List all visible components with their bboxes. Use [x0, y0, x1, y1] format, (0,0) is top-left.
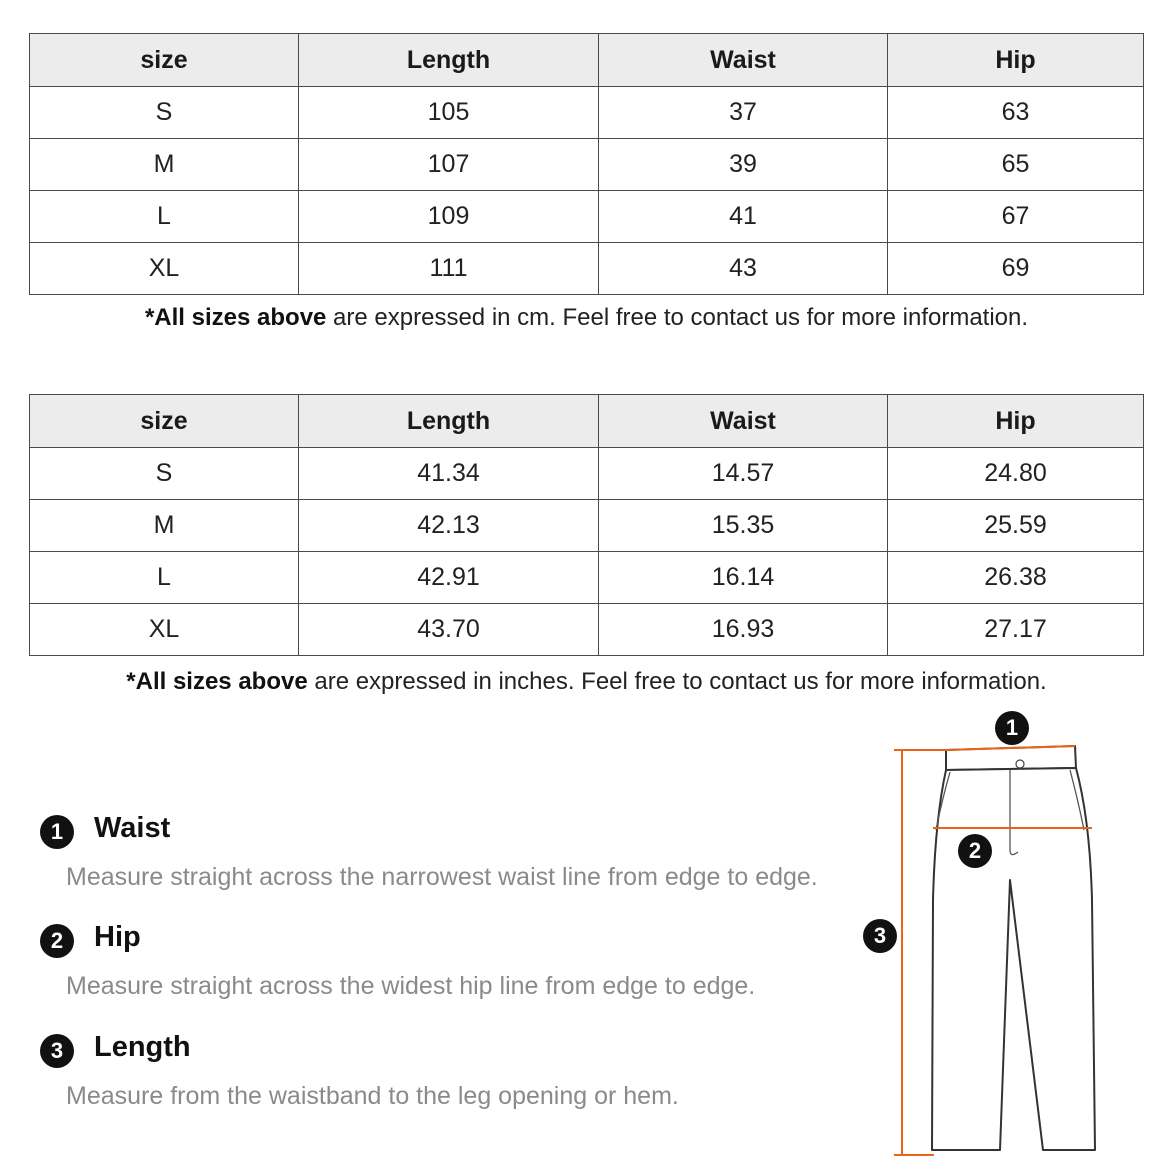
header-size: size [30, 34, 299, 87]
table-row [30, 448, 1144, 500]
cell-length: 109 [299, 191, 599, 243]
header-length: Length [299, 34, 599, 87]
pants-icon [880, 740, 1110, 1160]
units-note-cm [0, 304, 1173, 332]
table-row [30, 552, 1144, 604]
cell-hip: 25.59 [888, 500, 1144, 552]
note-text: are expressed in inches. Feel free to contact us for more information. [307, 668, 1047, 695]
note-text: are expressed in cm. Feel free to contact us for more information. [326, 304, 1029, 331]
cell-waist: 16.93 [599, 604, 888, 656]
cell-waist: 15.35 [599, 500, 888, 552]
cell-hip: 69 [888, 243, 1144, 295]
number-3-icon: 3 [40, 1034, 74, 1068]
number-1-icon: 1 [40, 815, 74, 849]
guide-title: Hip [94, 921, 141, 953]
cell-size: S [30, 448, 299, 500]
cell-hip: 24.80 [888, 448, 1144, 500]
header-length: Length [299, 395, 599, 448]
cell-size: XL [30, 604, 299, 656]
cell-length: 111 [299, 243, 599, 295]
table-row [30, 500, 1144, 552]
header-hip: Hip [888, 395, 1144, 448]
marker-1-icon: 1 [995, 711, 1029, 745]
guide-description: Measure straight across the narrowest waist line from edge to edge. [66, 863, 818, 891]
cell-size: XL [30, 243, 299, 295]
cell-size: L [30, 552, 299, 604]
cell-hip: 67 [888, 191, 1144, 243]
note-bold: *All sizes above [126, 668, 308, 695]
cell-size: L [30, 191, 299, 243]
cell-hip: 65 [888, 139, 1144, 191]
note-bold: *All sizes above [144, 304, 327, 331]
guide-title: Length [94, 1031, 191, 1063]
cell-waist: 37 [599, 87, 888, 139]
guide-description: Measure straight across the widest hip line from edge to edge. [66, 972, 756, 1000]
cell-size: M [30, 139, 299, 191]
cell-hip: 63 [888, 87, 1144, 139]
cell-length: 43.70 [299, 604, 599, 656]
cell-length: 41.34 [299, 448, 599, 500]
size-table-inches [29, 394, 1144, 656]
table-header-row [30, 34, 1144, 87]
header-size: size [30, 395, 299, 448]
header-hip: Hip [888, 34, 1144, 87]
cell-size: S [30, 87, 299, 139]
header-waist: Waist [599, 395, 888, 448]
table-row [30, 604, 1144, 656]
number-2-icon: 2 [40, 924, 74, 958]
cell-length: 42.91 [299, 552, 599, 604]
table-row [30, 243, 1144, 295]
marker-2-icon: 2 [958, 834, 992, 868]
table-row [30, 191, 1144, 243]
size-table-cm [29, 33, 1144, 295]
guide-title: Waist [94, 812, 171, 844]
cell-length: 42.13 [299, 500, 599, 552]
units-note-inches [0, 668, 1173, 696]
cell-waist: 43 [599, 243, 888, 295]
cell-length: 105 [299, 87, 599, 139]
table-row [30, 87, 1144, 139]
cell-hip: 26.38 [888, 552, 1144, 604]
cell-waist: 14.57 [599, 448, 888, 500]
cell-waist: 41 [599, 191, 888, 243]
cell-hip: 27.17 [888, 604, 1144, 656]
table-header-row [30, 395, 1144, 448]
pants-body-shape [932, 768, 1095, 1150]
cell-waist: 39 [599, 139, 888, 191]
guide-description: Measure from the waistband to the leg opening or hem. [66, 1082, 679, 1110]
button-icon [1016, 760, 1024, 768]
table-row [30, 139, 1144, 191]
cell-length: 107 [299, 139, 599, 191]
marker-3-icon: 3 [863, 919, 897, 953]
cell-waist: 16.14 [599, 552, 888, 604]
header-waist: Waist [599, 34, 888, 87]
cell-size: M [30, 500, 299, 552]
